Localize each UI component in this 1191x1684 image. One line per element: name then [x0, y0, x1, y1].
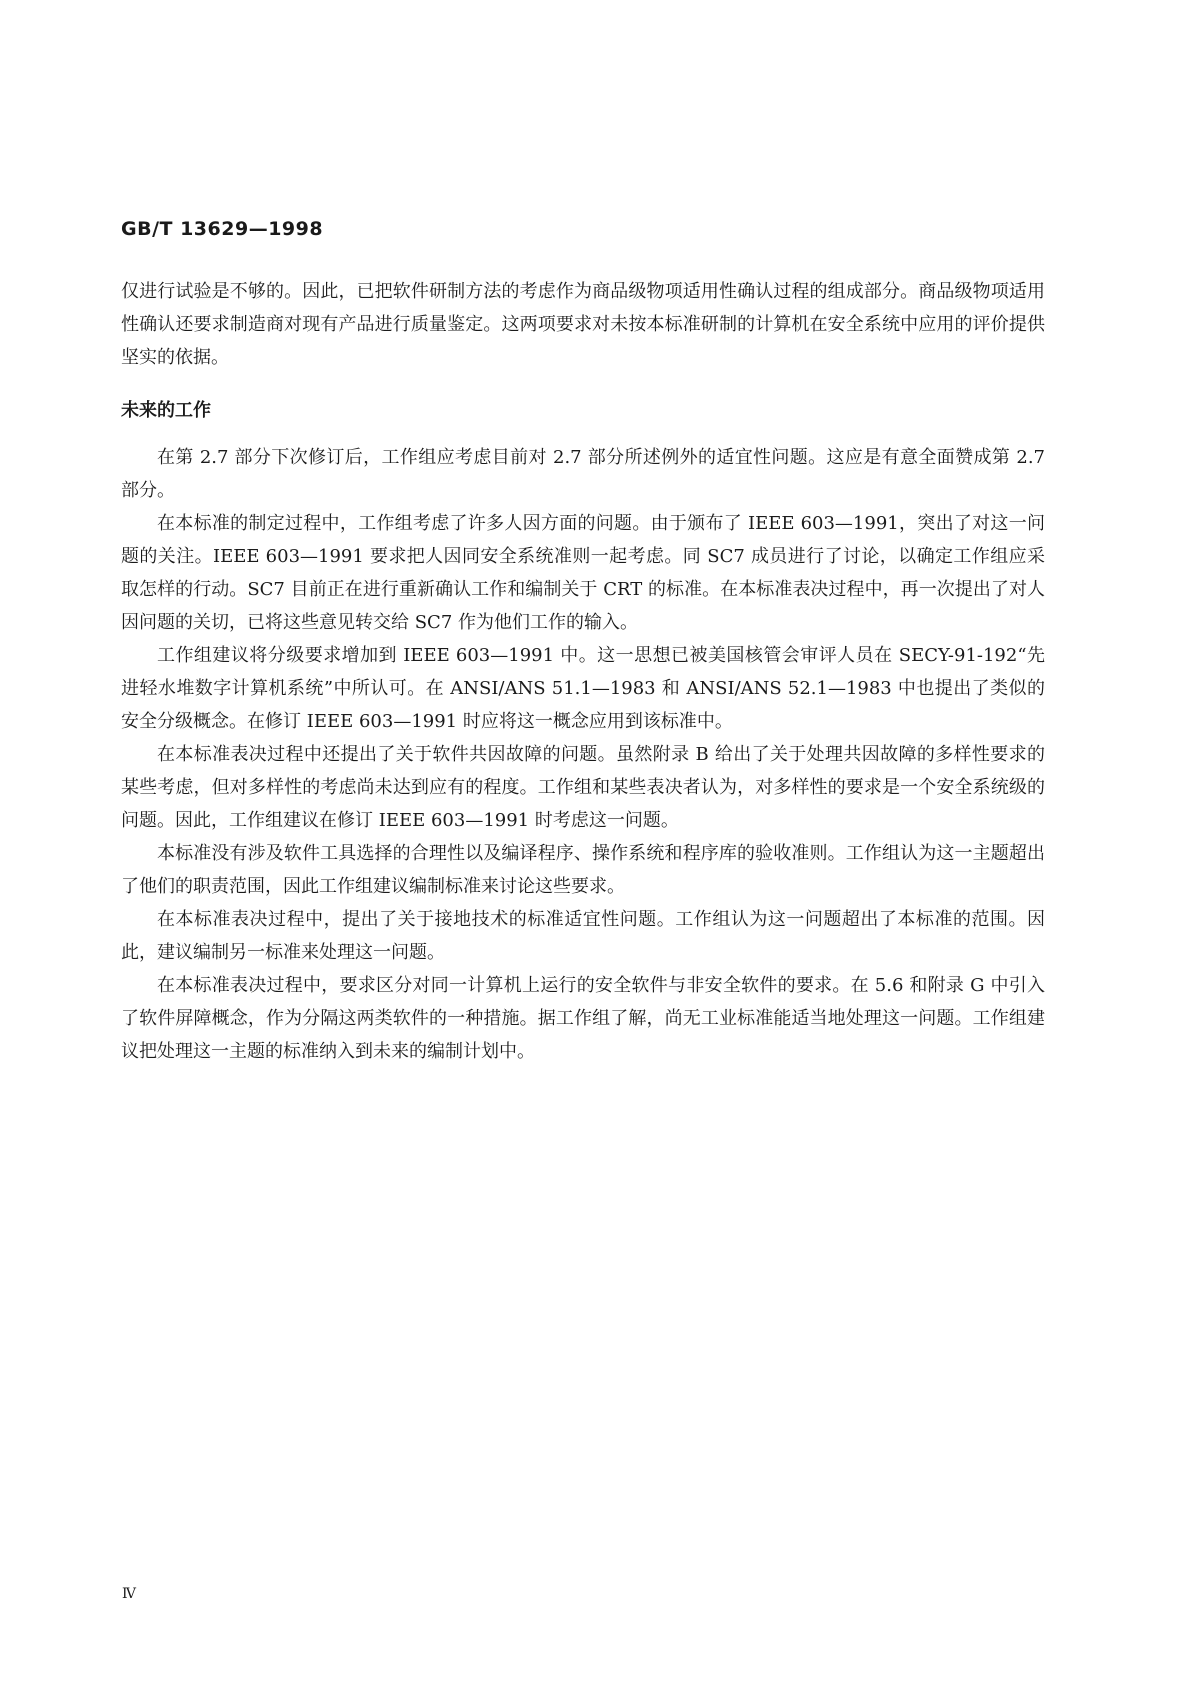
paragraph: 在本标准表决过程中还提出了关于软件共因故障的问题。虽然附录 B 给出了关于处理共因故障的多样性要求的某些考虑，但对多样性的考虑尚未达到应有的程度。工作组和某些表决者认为，对多样性的要求是一个安全系统级的问题。因此，工作组建议在修订 IEEE 603—1991 时考虑这一问题。 [121, 744, 1045, 831]
section-title: 未来的工作 [121, 400, 211, 421]
intro-paragraph: 仅进行试验是不够的。因此，已把软件研制方法的考虑作为商品级物项适用性确认过程的组成部分。商品级物项适用性确认还要求制造商对现有产品进行质量鉴定。这两项要求对未按本标准研制的计算机在安全系统中应用的评价提供坚实的依据。 [121, 281, 1045, 368]
paragraph: 在第 2.7 部分下次修订后，工作组应考虑目前对 2.7 部分所述例外的适宜性问题。这应是有意全面赞成第 2.7 部分。 [121, 447, 1045, 501]
paragraph: 本标准没有涉及软件工具选择的合理性以及编译程序、操作系统和程序库的验收准则。工作组认为这一主题超出了他们的职责范围，因此工作组建议编制标准来讨论这些要求。 [121, 843, 1045, 897]
standard-code: GB/T 13629—1998 [121, 218, 324, 240]
paragraph: 在本标准表决过程中，要求区分对同一计算机上运行的安全软件与非安全软件的要求。在 5.6 和附录 G 中引入了软件屏障概念，作为分隔这两类软件的一种措施。据工作组了解，尚无工业标准能适当地处理这一问题。工作组建议把处理这一主题的标准纳入到未来的编制计划中。 [121, 975, 1045, 1062]
paragraph: 工作组建议将分级要求增加到 IEEE 603—1991 中。这一思想已被美国核管会审评人员在 SECY-91-192“先进轻水堆数字计算机系统”中所认可。在 ANSI/ANS 51.1—1983 和 ANSI/ANS 52.1—1983 中也提出了类似的安全分级概念。在修订 IEEE 603—1991 时应将这一概念应用到该标准中。 [121, 645, 1045, 732]
page-number: Ⅳ [122, 1586, 136, 1602]
paragraph: 在本标准的制定过程中，工作组考虑了许多人因方面的问题。由于颁布了 IEEE 603—1991，突出了对这一问题的关注。IEEE 603—1991 要求把人因同安全系统准则一起考虑。同 SC7 成员进行了讨论，以确定工作组应采取怎样的行动。SC7 目前正在进行重新确认工作和编制关于 CRT 的标准。在本标准表决过程中，再一次提出了对人因问题的关切，已将这些意见转交给 SC7 作为他们工作的输入。 [121, 513, 1045, 633]
document-body [121, 275, 1045, 1068]
paragraph: 在本标准表决过程中，提出了关于接地技术的标准适宜性问题。工作组认为这一问题超出了本标准的范围。因此，建议编制另一标准来处理这一问题。 [121, 909, 1045, 963]
